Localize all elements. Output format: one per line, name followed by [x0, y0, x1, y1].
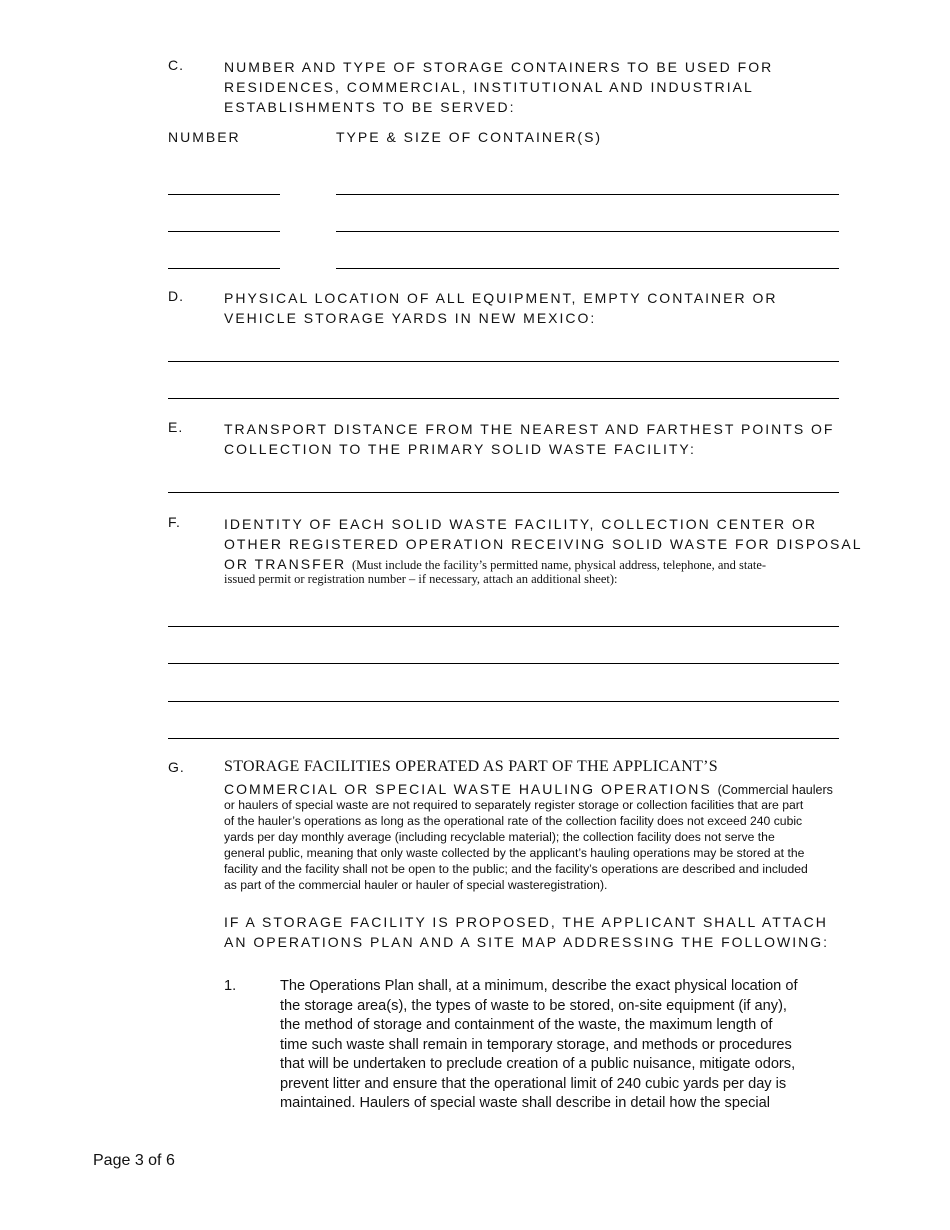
- section-g-note-line: yards per day monthly average (including recyclable material); the collection facility does not serve the: [224, 830, 775, 844]
- item-1-line: that will be undertaken to preclude creation of a public nuisance, mitigate odors,: [280, 1056, 796, 1072]
- section-g-proposal-line: IF A STORAGE FACILITY IS PROPOSED, THE APPLICANT SHALL ATTACH: [224, 914, 828, 930]
- section-e-heading-line: TRANSPORT DISTANCE FROM THE NEAREST AND FARTHEST POINTS OF: [224, 421, 835, 437]
- container-type-field-3[interactable]: [336, 268, 839, 269]
- item-1-line: the storage area(s), the types of waste to be stored, on-site equipment (if any),: [280, 997, 787, 1014]
- section-e-letter: E.: [168, 419, 184, 435]
- item-1-line: the method of storage and containment of the waste, the maximum length of: [280, 1017, 773, 1033]
- section-g-note-line: or haulers of special waste are not required to separately register storage or collection facilities that are part: [224, 798, 804, 812]
- container-number-field-3[interactable]: [168, 268, 280, 269]
- section-g-proposal: [224, 912, 829, 952]
- item-1-line: prevent litter and ensure that the operational limit of 240 cubic yards per day is: [280, 1075, 787, 1092]
- section-e-heading: [224, 419, 834, 459]
- section-c-letter: C.: [168, 57, 184, 73]
- item-1-line: The Operations Plan shall, at a minimum, describe the exact physical location of: [280, 978, 798, 994]
- container-type-field-1[interactable]: [336, 194, 839, 195]
- section-f-heading-end: OR TRANSFER: [224, 556, 347, 572]
- location-field-1[interactable]: [168, 361, 839, 362]
- section-g-proposal-line: AN OPERATIONS PLAN AND A SITE MAP ADDRESSING THE FOLLOWING:: [224, 934, 830, 950]
- container-type-field-2[interactable]: [336, 231, 839, 232]
- section-g-note-line: facility and the facility shall not be open to the public; and the facility’s operations are described and included: [224, 862, 808, 876]
- section-g-letter: G.: [168, 759, 185, 775]
- section-d-letter: D.: [168, 288, 184, 304]
- section-e-heading-line: COLLECTION TO THE PRIMARY SOLID WASTE FACILITY:: [224, 441, 696, 457]
- facility-identity-field-2[interactable]: [168, 663, 839, 664]
- section-g-note-line: general public, meaning that only waste collected by the applicant’s hauling operations may be stored at the: [224, 846, 805, 860]
- section-f-heading-line: OTHER REGISTERED OPERATION RECEIVING SOLID WASTE FOR DISPOSAL: [224, 536, 863, 552]
- section-d-heading-line: VEHICLE STORAGE YARDS IN NEW MEXICO:: [224, 310, 597, 326]
- section-c-heading-line: ESTABLISHMENTS TO BE SERVED:: [224, 99, 516, 115]
- section-d-heading-line: PHYSICAL LOCATION OF ALL EQUIPMENT, EMPTY CONTAINER OR: [224, 290, 778, 306]
- facility-identity-field-4[interactable]: [168, 738, 839, 739]
- section-g-note-line: of the hauler’s operations as long as the operational rate of the collection facility does not exceed 240 cubic: [224, 814, 803, 828]
- section-f-letter: F.: [168, 514, 181, 530]
- section-f-heading: [224, 514, 863, 575]
- section-f-heading-line: IDENTITY OF EACH SOLID WASTE FACILITY, COLLECTION CENTER OR: [224, 516, 818, 532]
- section-d-heading: [224, 288, 778, 328]
- section-g-heading-line-1: STORAGE FACILITIES OPERATED AS PART OF THE APPLICANT’S: [224, 758, 718, 775]
- facility-identity-field-3[interactable]: [168, 701, 839, 702]
- page-number: Page 3 of 6: [93, 1152, 175, 1169]
- section-f-note: (Must include the facility’s permitted name, physical address, telephone, and state-: [351, 558, 767, 572]
- facility-identity-field-1[interactable]: [168, 626, 839, 627]
- item-1-number: 1.: [224, 978, 237, 994]
- section-c-heading-line: NUMBER AND TYPE OF STORAGE CONTAINERS TO BE USED FOR: [224, 59, 774, 75]
- item-1-line: maintained. Haulers of special waste shall describe in detail how the special: [280, 1095, 770, 1111]
- section-g-heading-line-2: COMMERCIAL OR SPECIAL WASTE HAULING OPERATIONS: [224, 781, 712, 797]
- transport-distance-field[interactable]: [168, 492, 839, 493]
- section-c-heading-line: RESIDENCES, COMMERCIAL, INSTITUTIONAL AND INDUSTRIAL: [224, 79, 754, 95]
- section-g-note-inline: (Commercial haulers: [717, 783, 833, 797]
- section-f-note-line-2: issued permit or registration number – if necessary, attach an additional sheet):: [224, 572, 618, 586]
- column-header-type-size: TYPE & SIZE OF CONTAINER(S): [336, 129, 603, 145]
- column-header-number: NUMBER: [168, 129, 241, 145]
- item-1-line: time such waste shall remain in temporary storage, and methods or procedures: [280, 1036, 792, 1053]
- section-c-heading: [224, 57, 773, 117]
- section-g-note: [224, 797, 834, 893]
- container-number-field-2[interactable]: [168, 231, 280, 232]
- section-g-note-line: as part of the commercial hauler or hauler of special wasteregistration).: [224, 878, 608, 892]
- container-number-field-1[interactable]: [168, 194, 280, 195]
- location-field-2[interactable]: [168, 398, 839, 399]
- item-1-paragraph: [280, 977, 840, 1114]
